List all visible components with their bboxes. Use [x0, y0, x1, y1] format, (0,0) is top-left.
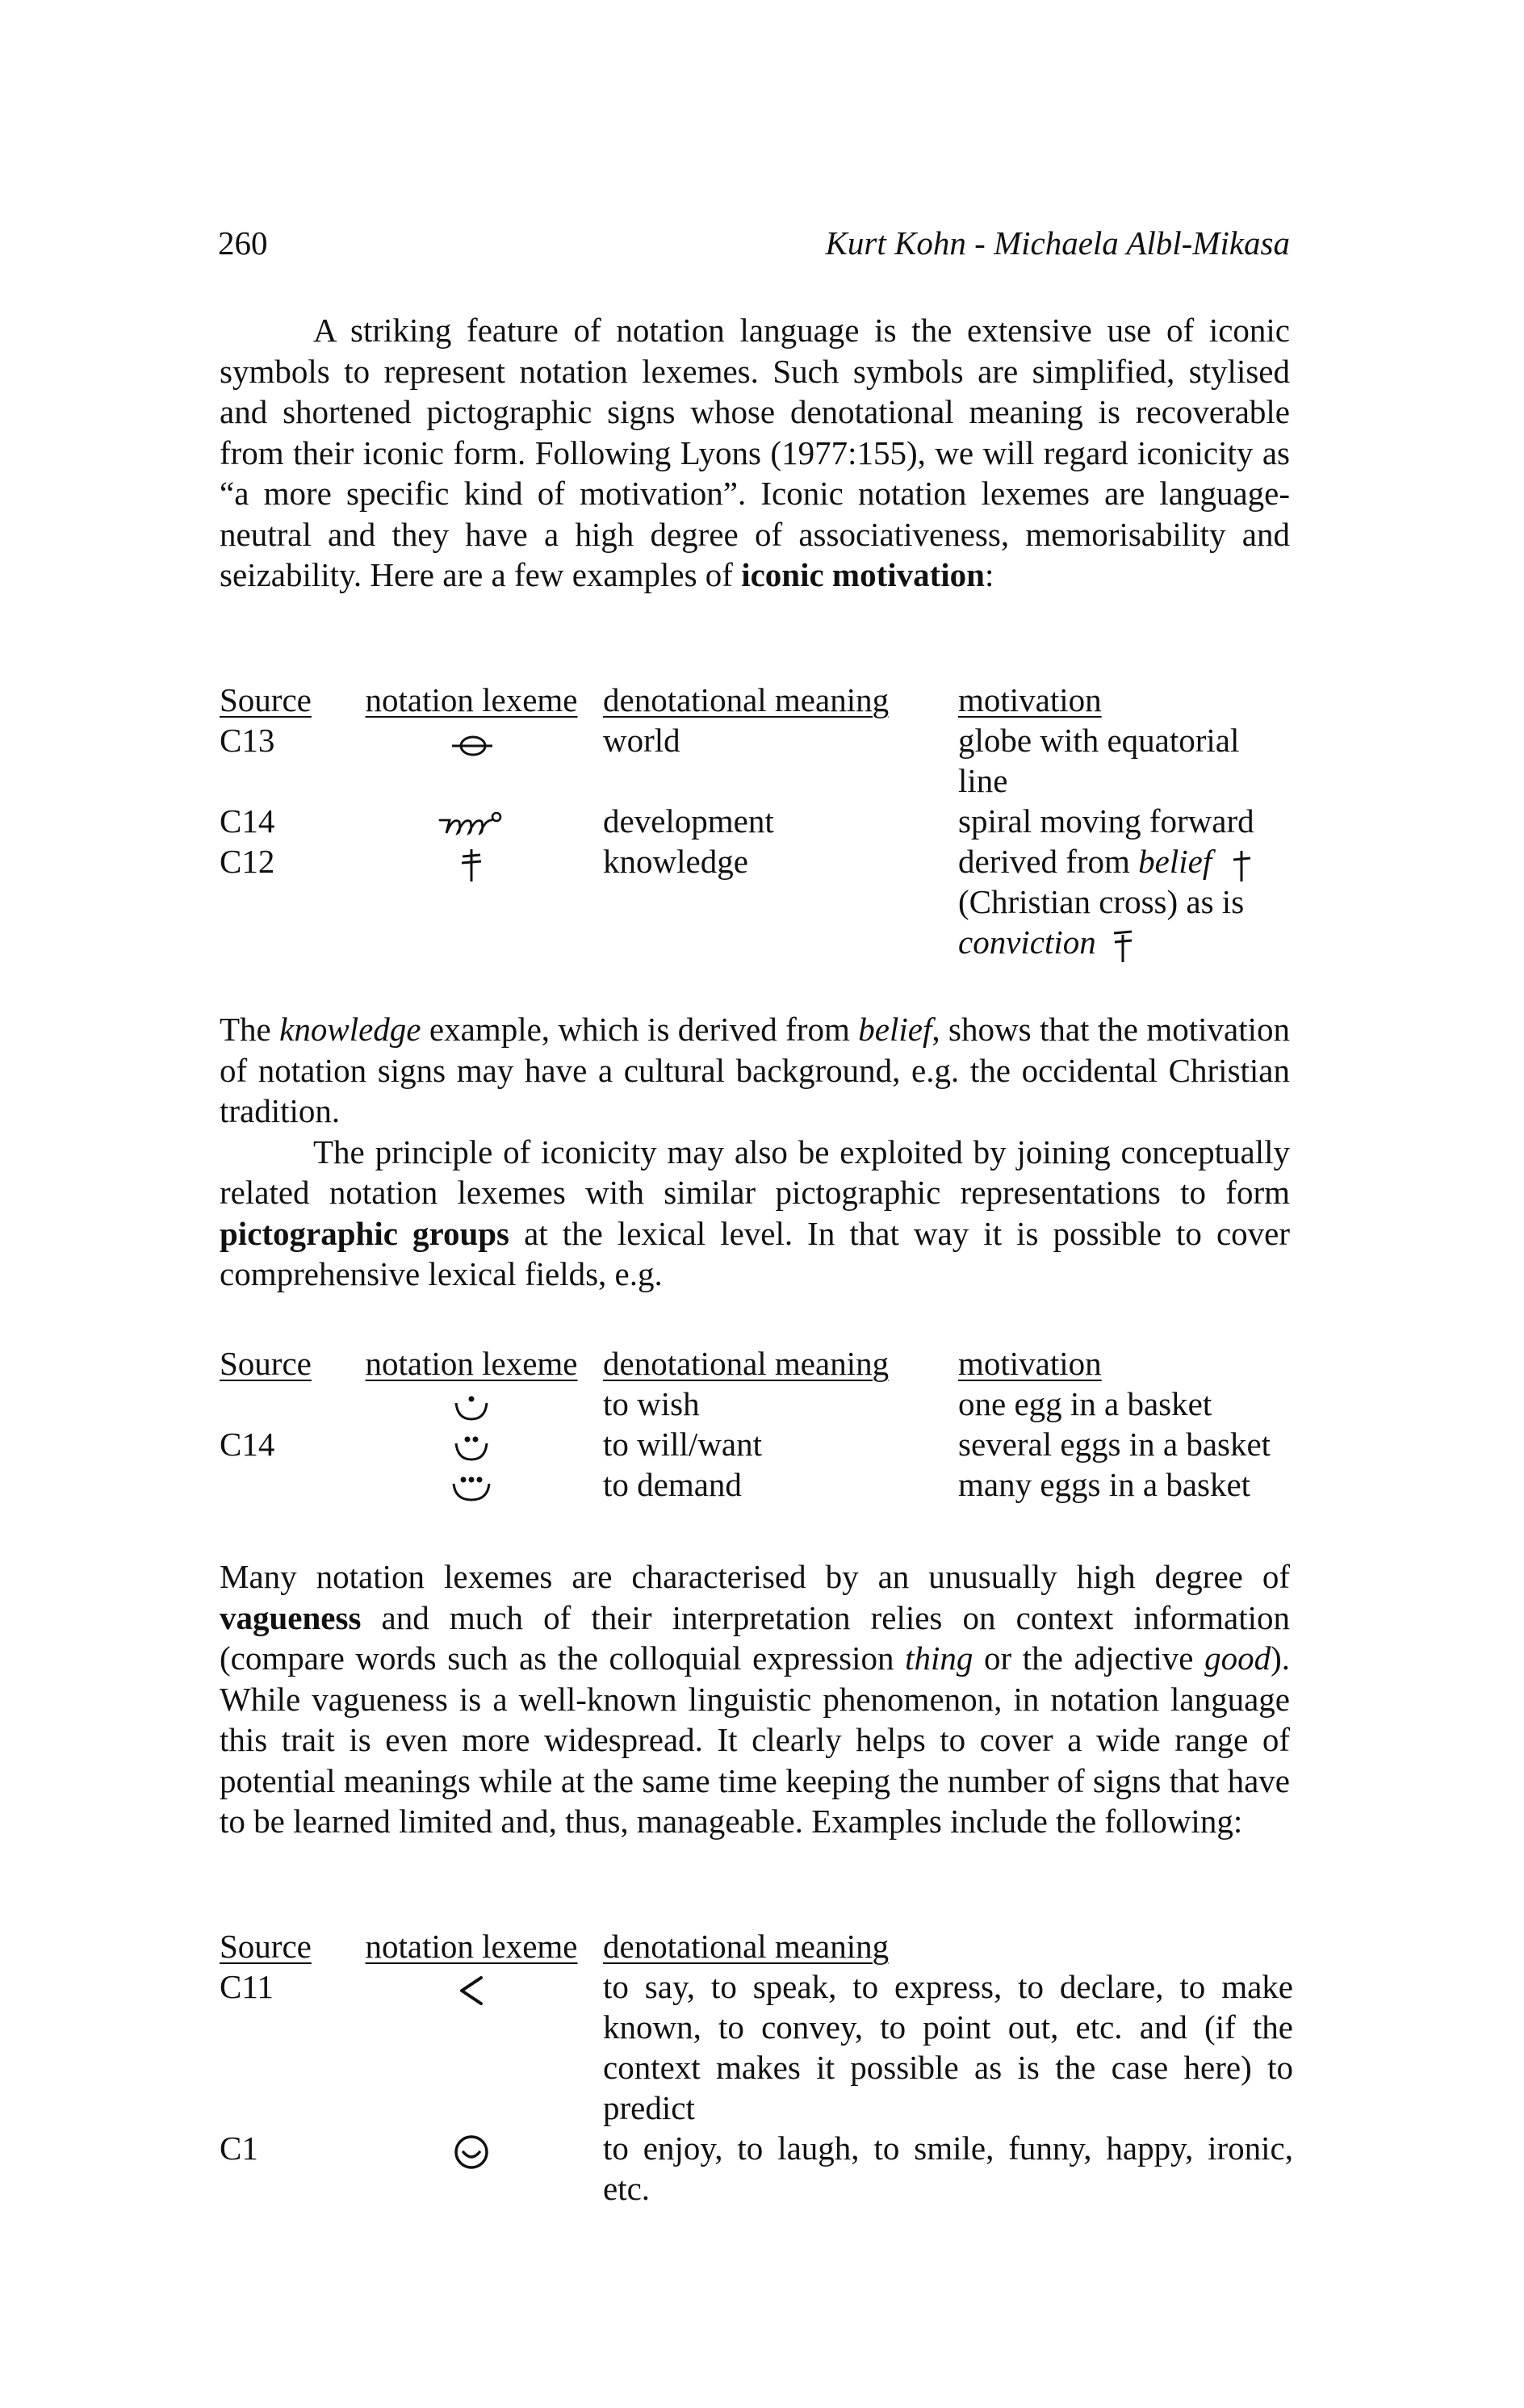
paragraph-vagueness: Many notation lexemes are characterised by an unusually high degree of vagueness and much of their interpretation relies on context information (compare words such as the colloquial expression thing or the adjective good). While vagueness is a well-known linguistic phenomenon, in notation language this trait is even more widespread. It clearly helps to cover a wide range of potential meanings while at the same time keeping the number of signs that have to be learned limited and, thus, manageable. Examples include the following: [220, 1558, 1290, 1840]
globe-line-icon [447, 728, 496, 760]
table-row: C14 development spiral moving forward [220, 802, 1254, 840]
table-row: C11 to say, to speak, to express, to declare, to make known, to convey, to point out, etc. and (if the context makes it possible as is the case here) to predict [220, 1968, 1293, 2126]
table-iconic-motivation [220, 680, 1293, 962]
column-header-motivation: motivation [958, 681, 1102, 718]
paragraph-pictographic-groups: The principle of iconicity may also be exploited by joining conceptually related notation lexemes with similar pictographic representations to form pictographic groups at the lexical level. In that way it is possible to cover comprehensive lexical fields, e.g. [220, 1133, 1290, 1292]
table-vagueness-examples [220, 1926, 1293, 2209]
less-than-icon [455, 1973, 488, 2008]
column-header-notation-lexeme: notation lexeme [365, 681, 578, 718]
smiley-circle-icon [452, 2133, 491, 2171]
basket-two-eggs-icon [451, 1432, 492, 1464]
table-header-row: Source notation lexeme denotational meaning motivation [220, 1345, 1102, 1382]
term-pictographic-groups: pictographic groups [220, 1214, 510, 1252]
cross-icon [1228, 848, 1255, 883]
table-row: to demand many eggs in a basket [220, 1464, 1293, 1505]
column-header-denotational-meaning: denotational meaning [603, 681, 890, 718]
double-cross-icon [455, 846, 488, 885]
table-row: C1 to enjoy, to laugh, to smile, funny, happy, ironic, etc. [220, 2130, 1293, 2207]
table-row: C13 world globe with equatorial line [220, 722, 1240, 799]
spiral-icon [435, 809, 508, 841]
table-row: to wish one egg in a basket [220, 1384, 1293, 1424]
conviction-cross-icon [1109, 928, 1137, 964]
paragraph-knowledge-example: The knowledge example, which is derived from belief, shows that the motivation of notation signs may have a cultural background, e.g. the occidental Christian tradition. The principle of iconicity may also be exploited by joining conceptually related notation lexemes with similar pictographic representations to form pictographic groups at the lexical level. In that way it is possible to cover comprehensive lexical fields, e.g. [220, 1009, 1290, 1295]
term-iconic-motivation: iconic motivation [741, 556, 985, 593]
column-header-source: Source [220, 681, 312, 718]
table-pictographic-groups [220, 1343, 1293, 1505]
basket-one-egg-icon [451, 1392, 492, 1424]
page-number: 260 [218, 224, 268, 262]
table-header-row [220, 680, 1293, 720]
basket-many-eggs-icon [449, 1472, 494, 1505]
running-header [218, 223, 1290, 263]
table-row: C12 knowledge derived from belief (Christian cross) as is conviction [220, 841, 1293, 962]
term-vagueness: vagueness [220, 1598, 362, 1636]
table-header-row: Source notation lexeme denotational meaning [220, 1928, 890, 1965]
paragraph-iconic-intro: A striking feature of notation language is the extensive use of iconic symbols to represent notation lexemes. Such symbols are simplified, stylised and shortened pictographic signs whose denotational meaning is recoverable from their iconic form. Following Lyons (1977:155), we will regard iconicity as “a more specific kind of motivation”. Iconic notation lexemes are language-neutral and they have a high degree of associativeness, memorisability and seizability. Here are a few examples of iconic motivation: [220, 312, 1290, 593]
running-header-authors: Kurt Kohn - Michaela Albl-Mikasa [825, 224, 1290, 262]
table-row: C14 to will/want several eggs in a basket [220, 1426, 1271, 1463]
